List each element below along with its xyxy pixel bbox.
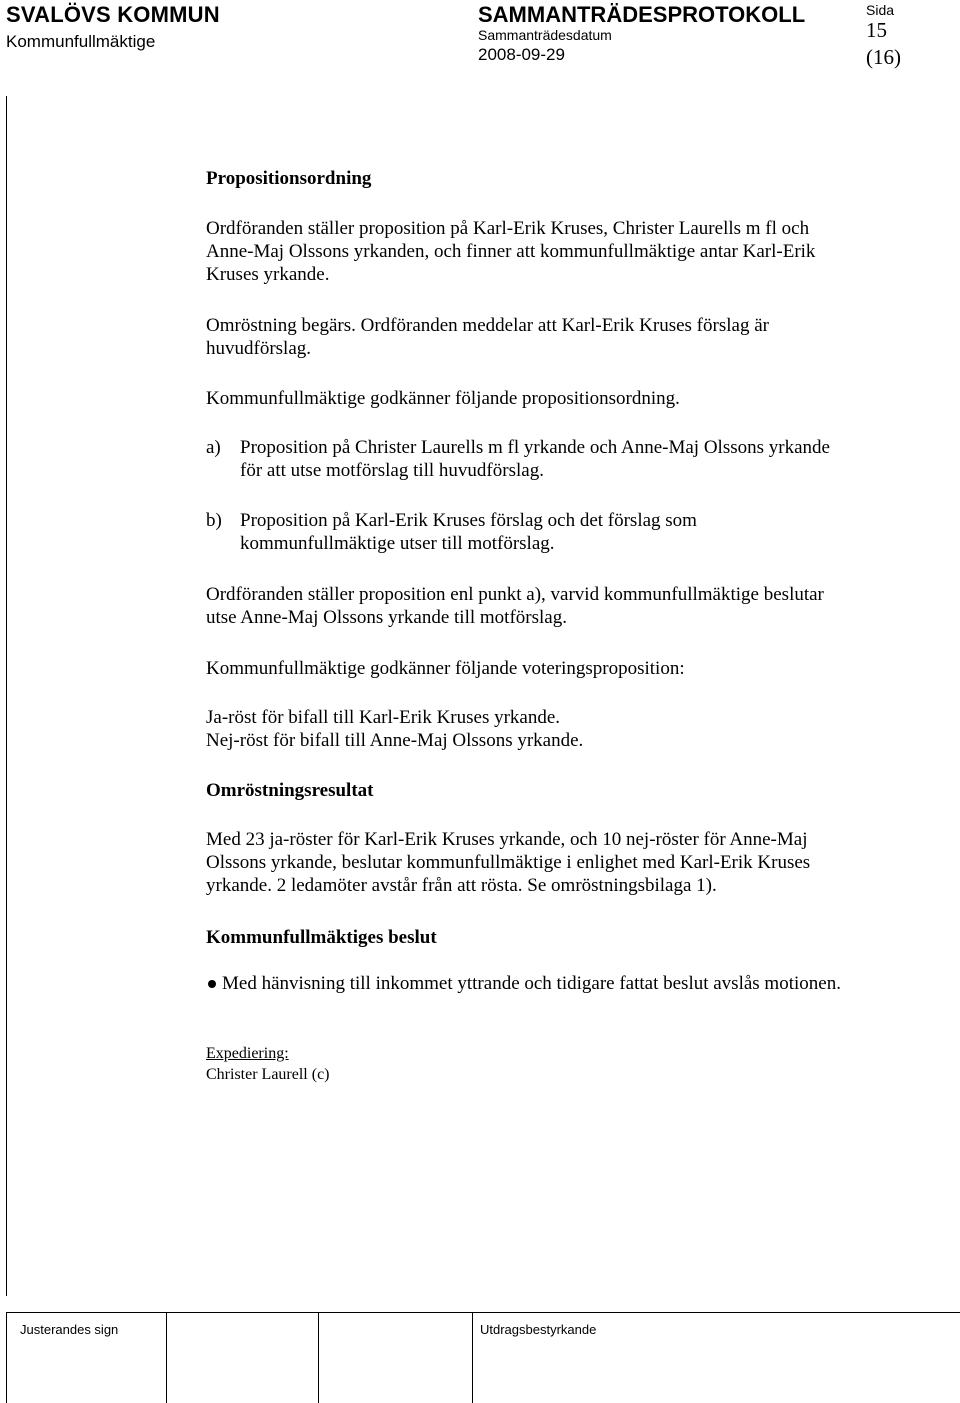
text-line: Anne-Maj Olssons yrkanden, och finner att kommunfullmäktige antar Karl-Erik: [206, 241, 816, 262]
vote-options: [206, 706, 926, 752]
paragraph-punkt-a: [206, 583, 926, 629]
text-line: utse Anne-Maj Olssons yrkande till motförslag.: [206, 607, 567, 628]
vote-no-line: Nej-röst för bifall till Anne-Maj Olssons yrkande.: [206, 730, 584, 751]
footer-divider: [6, 1312, 7, 1403]
text-line: kommunfullmäktige utser till motförslag.: [240, 533, 555, 554]
text-line: Med 23 ja-röster för Karl-Erik Kruses yrkande, och 10 nej-röster för Anne-Maj: [206, 829, 808, 850]
text-line: Proposition på Christer Laurells m fl yrkande och Anne-Maj Olssons yrkande: [240, 437, 830, 458]
footer-signature-table: [6, 1312, 960, 1403]
text-line: för att utse motförslag till huvudförslag.: [240, 460, 544, 481]
list-marker: b): [206, 510, 222, 531]
vote-yes-line: Ja-röst för bifall till Karl-Erik Kruses yrkande.: [206, 707, 561, 728]
text-line: yrkande. 2 ledamöter avstår från att rösta. Se omröstningsbilaga 1).: [206, 875, 717, 896]
meeting-date-value: 2008-09-29: [478, 45, 565, 64]
text-line: Proposition på Karl-Erik Kruses förslag och det förslag som: [240, 510, 697, 531]
heading-beslut: Kommunfullmäktiges beslut: [206, 927, 437, 948]
text-line: huvudförslag.: [206, 338, 312, 359]
page-total: (16): [866, 45, 901, 69]
footer-divider: [472, 1312, 473, 1403]
paragraph-godkanner-ordning: Kommunfullmäktige godkänner följande propositionsordning.: [206, 388, 680, 409]
paragraph-voteringsproposition: Kommunfullmäktige godkänner följande voteringsproposition:: [206, 658, 685, 679]
heading-omrostningsresultat: Omröstningsresultat: [206, 780, 374, 801]
document-type: SAMMANTRÄDESPROTOKOLL: [478, 2, 806, 27]
meeting-date-label: Sammanträdesdatum: [478, 27, 612, 43]
expediering-label: Expediering:: [206, 1045, 289, 1062]
list-marker: a): [206, 437, 221, 458]
paragraph-result: [206, 828, 926, 897]
bullet-icon: [208, 980, 216, 988]
organization-name: SVALÖVS KOMMUN: [6, 2, 220, 27]
footer-divider: [166, 1312, 167, 1403]
heading-propositionsordning: Propositionsordning: [206, 168, 372, 189]
paragraph-proposition: [206, 217, 926, 286]
footer-top-rule: [6, 1312, 960, 1313]
text-line: Olssons yrkande, beslutar kommunfullmäktige i enlighet med Karl-Erik Kruses: [206, 852, 811, 873]
utdragsbestyrkande-label: Utdragsbestyrkande: [480, 1322, 597, 1337]
expediering-value: Christer Laurell (c): [206, 1066, 330, 1083]
decision-text: Med hänvisning till inkommet yttrande och tidigare fattat beslut avslås motionen.: [222, 973, 841, 994]
left-margin-rule: [6, 96, 7, 1296]
text-line: Omröstning begärs. Ordföranden meddelar att Karl-Erik Kruses förslag är: [206, 315, 769, 336]
text-line: Ordföranden ställer proposition enl punkt a), varvid kommunfullmäktige beslutar: [206, 584, 824, 605]
organization-body: Kommunfullmäktige: [6, 32, 156, 51]
list-item-text: [240, 436, 930, 482]
list-item-text: [240, 509, 930, 555]
page-label: Sida: [866, 2, 895, 18]
footer-divider: [318, 1312, 319, 1403]
page-number: 15: [866, 18, 887, 42]
text-line: Kruses yrkande.: [206, 264, 330, 285]
paragraph-omrostning: [206, 314, 926, 360]
justerandes-sign-label: Justerandes sign: [20, 1322, 119, 1337]
text-line: Ordföranden ställer proposition på Karl-Erik Kruses, Christer Laurells m fl och: [206, 218, 810, 239]
